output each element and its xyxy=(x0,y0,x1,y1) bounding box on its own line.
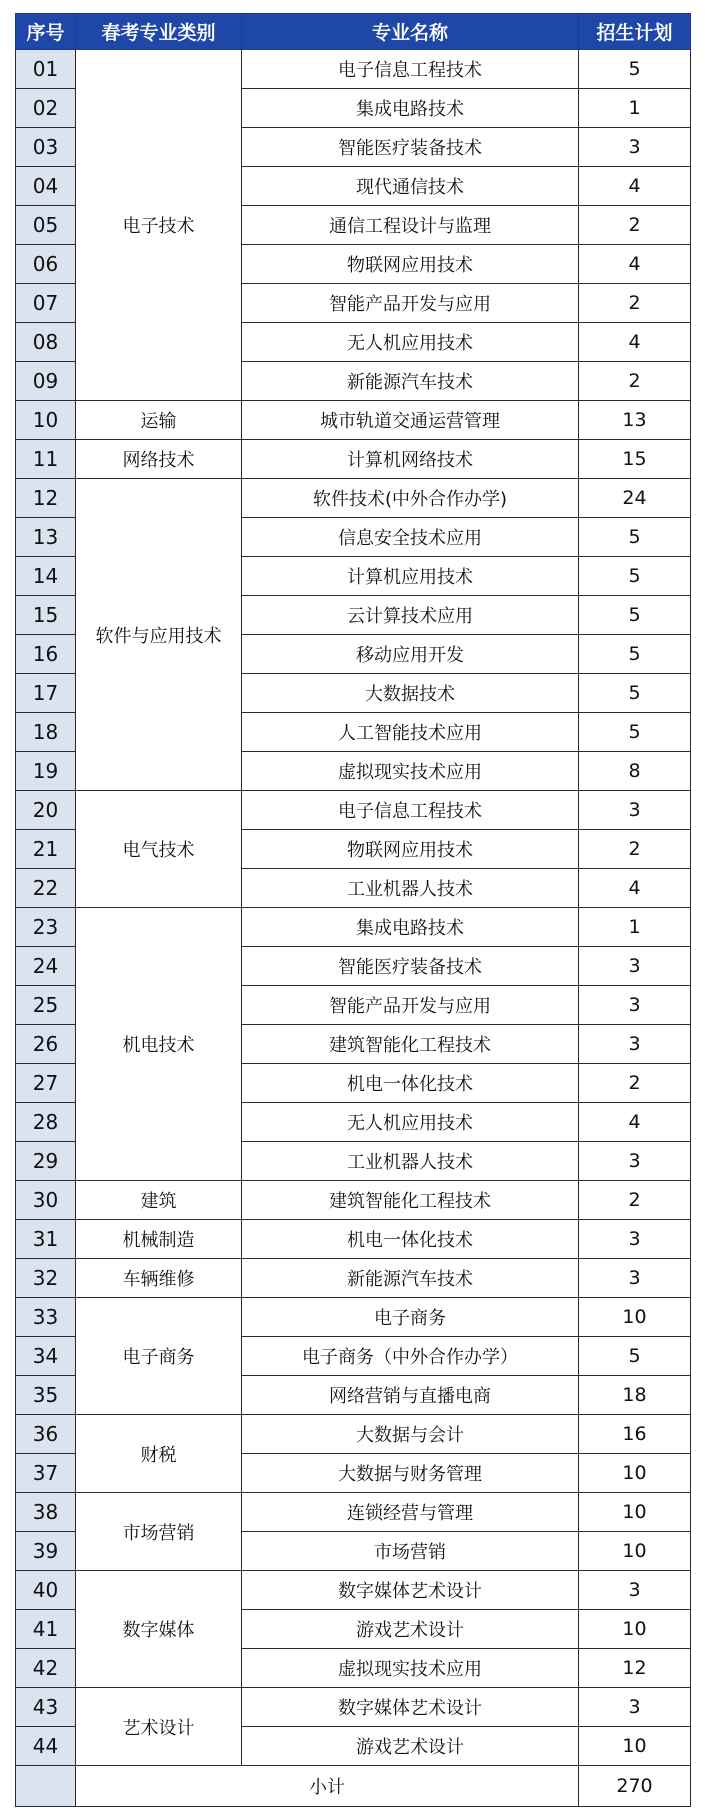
enrollment-count-cell: 10 xyxy=(579,1727,691,1766)
major-name-cell: 工业机器人技术 xyxy=(242,869,579,908)
seq-cell: 02 xyxy=(16,89,76,128)
major-name-cell: 机电一体化技术 xyxy=(242,1220,579,1259)
seq-cell: 07 xyxy=(16,284,76,323)
enrollment-count-cell: 4 xyxy=(579,1103,691,1142)
category-cell: 数字媒体 xyxy=(76,1571,242,1688)
header-major: 专业名称 xyxy=(242,14,579,50)
major-name-cell: 大数据技术 xyxy=(242,674,579,713)
category-cell: 市场营销 xyxy=(76,1493,242,1571)
enrollment-plan-table xyxy=(15,13,691,1807)
seq-cell: 16 xyxy=(16,635,76,674)
header-seq: 序号 xyxy=(16,14,76,50)
enrollment-count-cell: 24 xyxy=(579,479,691,518)
enrollment-count-cell: 3 xyxy=(579,791,691,830)
table-row xyxy=(16,1688,691,1727)
major-name-cell: 通信工程设计与监理 xyxy=(242,206,579,245)
table-row xyxy=(16,1415,691,1454)
seq-cell: 44 xyxy=(16,1727,76,1766)
enrollment-count-cell: 1 xyxy=(579,908,691,947)
table-row xyxy=(16,1259,691,1298)
seq-cell: 19 xyxy=(16,752,76,791)
category-cell: 运输 xyxy=(76,401,242,440)
major-name-cell: 集成电路技术 xyxy=(242,89,579,128)
major-name-cell: 电子信息工程技术 xyxy=(242,791,579,830)
category-cell: 软件与应用技术 xyxy=(76,479,242,791)
table-body xyxy=(16,50,691,1766)
enrollment-count-cell: 3 xyxy=(579,947,691,986)
table-total-row xyxy=(16,1766,691,1807)
seq-cell: 08 xyxy=(16,323,76,362)
major-name-cell: 无人机应用技术 xyxy=(242,323,579,362)
enrollment-count-cell: 2 xyxy=(579,830,691,869)
enrollment-count-cell: 4 xyxy=(579,869,691,908)
major-name-cell: 无人机应用技术 xyxy=(242,1103,579,1142)
enrollment-count-cell: 3 xyxy=(579,128,691,167)
table-row xyxy=(16,1298,691,1337)
seq-cell: 43 xyxy=(16,1688,76,1727)
seq-cell: 31 xyxy=(16,1220,76,1259)
major-name-cell: 大数据与财务管理 xyxy=(242,1454,579,1493)
table-row xyxy=(16,401,691,440)
table-row xyxy=(16,908,691,947)
seq-cell: 30 xyxy=(16,1181,76,1220)
seq-cell: 18 xyxy=(16,713,76,752)
major-name-cell: 集成电路技术 xyxy=(242,908,579,947)
seq-cell: 21 xyxy=(16,830,76,869)
seq-cell: 09 xyxy=(16,362,76,401)
table-row xyxy=(16,1220,691,1259)
total-label: 小计 xyxy=(76,1766,579,1807)
enrollment-count-cell: 8 xyxy=(579,752,691,791)
major-name-cell: 游戏艺术设计 xyxy=(242,1727,579,1766)
major-name-cell: 现代通信技术 xyxy=(242,167,579,206)
table-header-row xyxy=(16,14,691,50)
enrollment-plan-table-container xyxy=(15,13,691,1807)
enrollment-count-cell: 3 xyxy=(579,1025,691,1064)
seq-cell: 03 xyxy=(16,128,76,167)
major-name-cell: 连锁经营与管理 xyxy=(242,1493,579,1532)
enrollment-count-cell: 10 xyxy=(579,1610,691,1649)
seq-cell: 28 xyxy=(16,1103,76,1142)
seq-cell: 10 xyxy=(16,401,76,440)
major-name-cell: 智能医疗装备技术 xyxy=(242,128,579,167)
major-name-cell: 物联网应用技术 xyxy=(242,245,579,284)
enrollment-count-cell: 3 xyxy=(579,1259,691,1298)
enrollment-count-cell: 2 xyxy=(579,1181,691,1220)
enrollment-count-cell: 5 xyxy=(579,713,691,752)
major-name-cell: 城市轨道交通运营管理 xyxy=(242,401,579,440)
major-name-cell: 智能产品开发与应用 xyxy=(242,986,579,1025)
enrollment-count-cell: 13 xyxy=(579,401,691,440)
table-row xyxy=(16,791,691,830)
enrollment-count-cell: 2 xyxy=(579,206,691,245)
enrollment-count-cell: 2 xyxy=(579,1064,691,1103)
seq-cell: 26 xyxy=(16,1025,76,1064)
major-name-cell: 电子商务 xyxy=(242,1298,579,1337)
seq-cell: 23 xyxy=(16,908,76,947)
category-cell: 艺术设计 xyxy=(76,1688,242,1766)
major-name-cell: 云计算技术应用 xyxy=(242,596,579,635)
seq-cell: 40 xyxy=(16,1571,76,1610)
major-name-cell: 大数据与会计 xyxy=(242,1415,579,1454)
enrollment-count-cell: 5 xyxy=(579,50,691,89)
major-name-cell: 计算机网络技术 xyxy=(242,440,579,479)
category-cell: 电子技术 xyxy=(76,50,242,401)
seq-cell: 38 xyxy=(16,1493,76,1532)
seq-cell: 25 xyxy=(16,986,76,1025)
major-name-cell: 虚拟现实技术应用 xyxy=(242,752,579,791)
major-name-cell: 网络营销与直播电商 xyxy=(242,1376,579,1415)
seq-cell: 42 xyxy=(16,1649,76,1688)
major-name-cell: 电子商务（中外合作办学） xyxy=(242,1337,579,1376)
major-name-cell: 数字媒体艺术设计 xyxy=(242,1571,579,1610)
enrollment-count-cell: 10 xyxy=(579,1454,691,1493)
enrollment-count-cell: 3 xyxy=(579,1142,691,1181)
category-cell: 机电技术 xyxy=(76,908,242,1181)
seq-cell: 15 xyxy=(16,596,76,635)
enrollment-count-cell: 5 xyxy=(579,1337,691,1376)
major-name-cell: 新能源汽车技术 xyxy=(242,362,579,401)
seq-cell: 05 xyxy=(16,206,76,245)
seq-cell: 22 xyxy=(16,869,76,908)
enrollment-count-cell: 15 xyxy=(579,440,691,479)
enrollment-count-cell: 5 xyxy=(579,635,691,674)
major-name-cell: 游戏艺术设计 xyxy=(242,1610,579,1649)
seq-cell: 01 xyxy=(16,50,76,89)
seq-cell: 27 xyxy=(16,1064,76,1103)
category-cell: 建筑 xyxy=(76,1181,242,1220)
total-count: 270 xyxy=(579,1766,691,1807)
table-row xyxy=(16,1571,691,1610)
seq-cell: 11 xyxy=(16,440,76,479)
major-name-cell: 软件技术(中外合作办学) xyxy=(242,479,579,518)
major-name-cell: 建筑智能化工程技术 xyxy=(242,1025,579,1064)
enrollment-count-cell: 2 xyxy=(579,284,691,323)
enrollment-count-cell: 5 xyxy=(579,674,691,713)
major-name-cell: 移动应用开发 xyxy=(242,635,579,674)
enrollment-count-cell: 5 xyxy=(579,518,691,557)
enrollment-count-cell: 4 xyxy=(579,245,691,284)
major-name-cell: 物联网应用技术 xyxy=(242,830,579,869)
seq-cell: 36 xyxy=(16,1415,76,1454)
category-cell: 网络技术 xyxy=(76,440,242,479)
seq-cell: 37 xyxy=(16,1454,76,1493)
major-name-cell: 智能医疗装备技术 xyxy=(242,947,579,986)
enrollment-count-cell: 3 xyxy=(579,986,691,1025)
seq-cell: 41 xyxy=(16,1610,76,1649)
seq-cell: 12 xyxy=(16,479,76,518)
total-seq-cell xyxy=(16,1766,76,1807)
major-name-cell: 计算机应用技术 xyxy=(242,557,579,596)
seq-cell: 20 xyxy=(16,791,76,830)
seq-cell: 39 xyxy=(16,1532,76,1571)
seq-cell: 33 xyxy=(16,1298,76,1337)
enrollment-count-cell: 16 xyxy=(579,1415,691,1454)
enrollment-count-cell: 4 xyxy=(579,167,691,206)
major-name-cell: 虚拟现实技术应用 xyxy=(242,1649,579,1688)
enrollment-count-cell: 3 xyxy=(579,1220,691,1259)
seq-cell: 04 xyxy=(16,167,76,206)
enrollment-count-cell: 10 xyxy=(579,1298,691,1337)
enrollment-count-cell: 3 xyxy=(579,1571,691,1610)
table-row xyxy=(16,1181,691,1220)
seq-cell: 32 xyxy=(16,1259,76,1298)
table-row xyxy=(16,1493,691,1532)
enrollment-count-cell: 18 xyxy=(579,1376,691,1415)
category-cell: 电气技术 xyxy=(76,791,242,908)
enrollment-count-cell: 12 xyxy=(579,1649,691,1688)
enrollment-count-cell: 10 xyxy=(579,1532,691,1571)
header-count: 招生计划 xyxy=(579,14,691,50)
enrollment-count-cell: 2 xyxy=(579,362,691,401)
table-row xyxy=(16,440,691,479)
major-name-cell: 信息安全技术应用 xyxy=(242,518,579,557)
enrollment-count-cell: 4 xyxy=(579,323,691,362)
enrollment-count-cell: 10 xyxy=(579,1493,691,1532)
category-cell: 财税 xyxy=(76,1415,242,1493)
table-row xyxy=(16,479,691,518)
table-row xyxy=(16,50,691,89)
seq-cell: 24 xyxy=(16,947,76,986)
enrollment-count-cell: 3 xyxy=(579,1688,691,1727)
seq-cell: 13 xyxy=(16,518,76,557)
enrollment-count-cell: 5 xyxy=(579,557,691,596)
major-name-cell: 新能源汽车技术 xyxy=(242,1259,579,1298)
seq-cell: 34 xyxy=(16,1337,76,1376)
major-name-cell: 机电一体化技术 xyxy=(242,1064,579,1103)
category-cell: 车辆维修 xyxy=(76,1259,242,1298)
major-name-cell: 智能产品开发与应用 xyxy=(242,284,579,323)
header-category: 春考专业类别 xyxy=(76,14,242,50)
seq-cell: 14 xyxy=(16,557,76,596)
major-name-cell: 市场营销 xyxy=(242,1532,579,1571)
seq-cell: 17 xyxy=(16,674,76,713)
major-name-cell: 电子信息工程技术 xyxy=(242,50,579,89)
seq-cell: 29 xyxy=(16,1142,76,1181)
major-name-cell: 人工智能技术应用 xyxy=(242,713,579,752)
seq-cell: 35 xyxy=(16,1376,76,1415)
enrollment-count-cell: 5 xyxy=(579,596,691,635)
category-cell: 电子商务 xyxy=(76,1298,242,1415)
enrollment-count-cell: 1 xyxy=(579,89,691,128)
major-name-cell: 工业机器人技术 xyxy=(242,1142,579,1181)
major-name-cell: 建筑智能化工程技术 xyxy=(242,1181,579,1220)
category-cell: 机械制造 xyxy=(76,1220,242,1259)
seq-cell: 06 xyxy=(16,245,76,284)
major-name-cell: 数字媒体艺术设计 xyxy=(242,1688,579,1727)
